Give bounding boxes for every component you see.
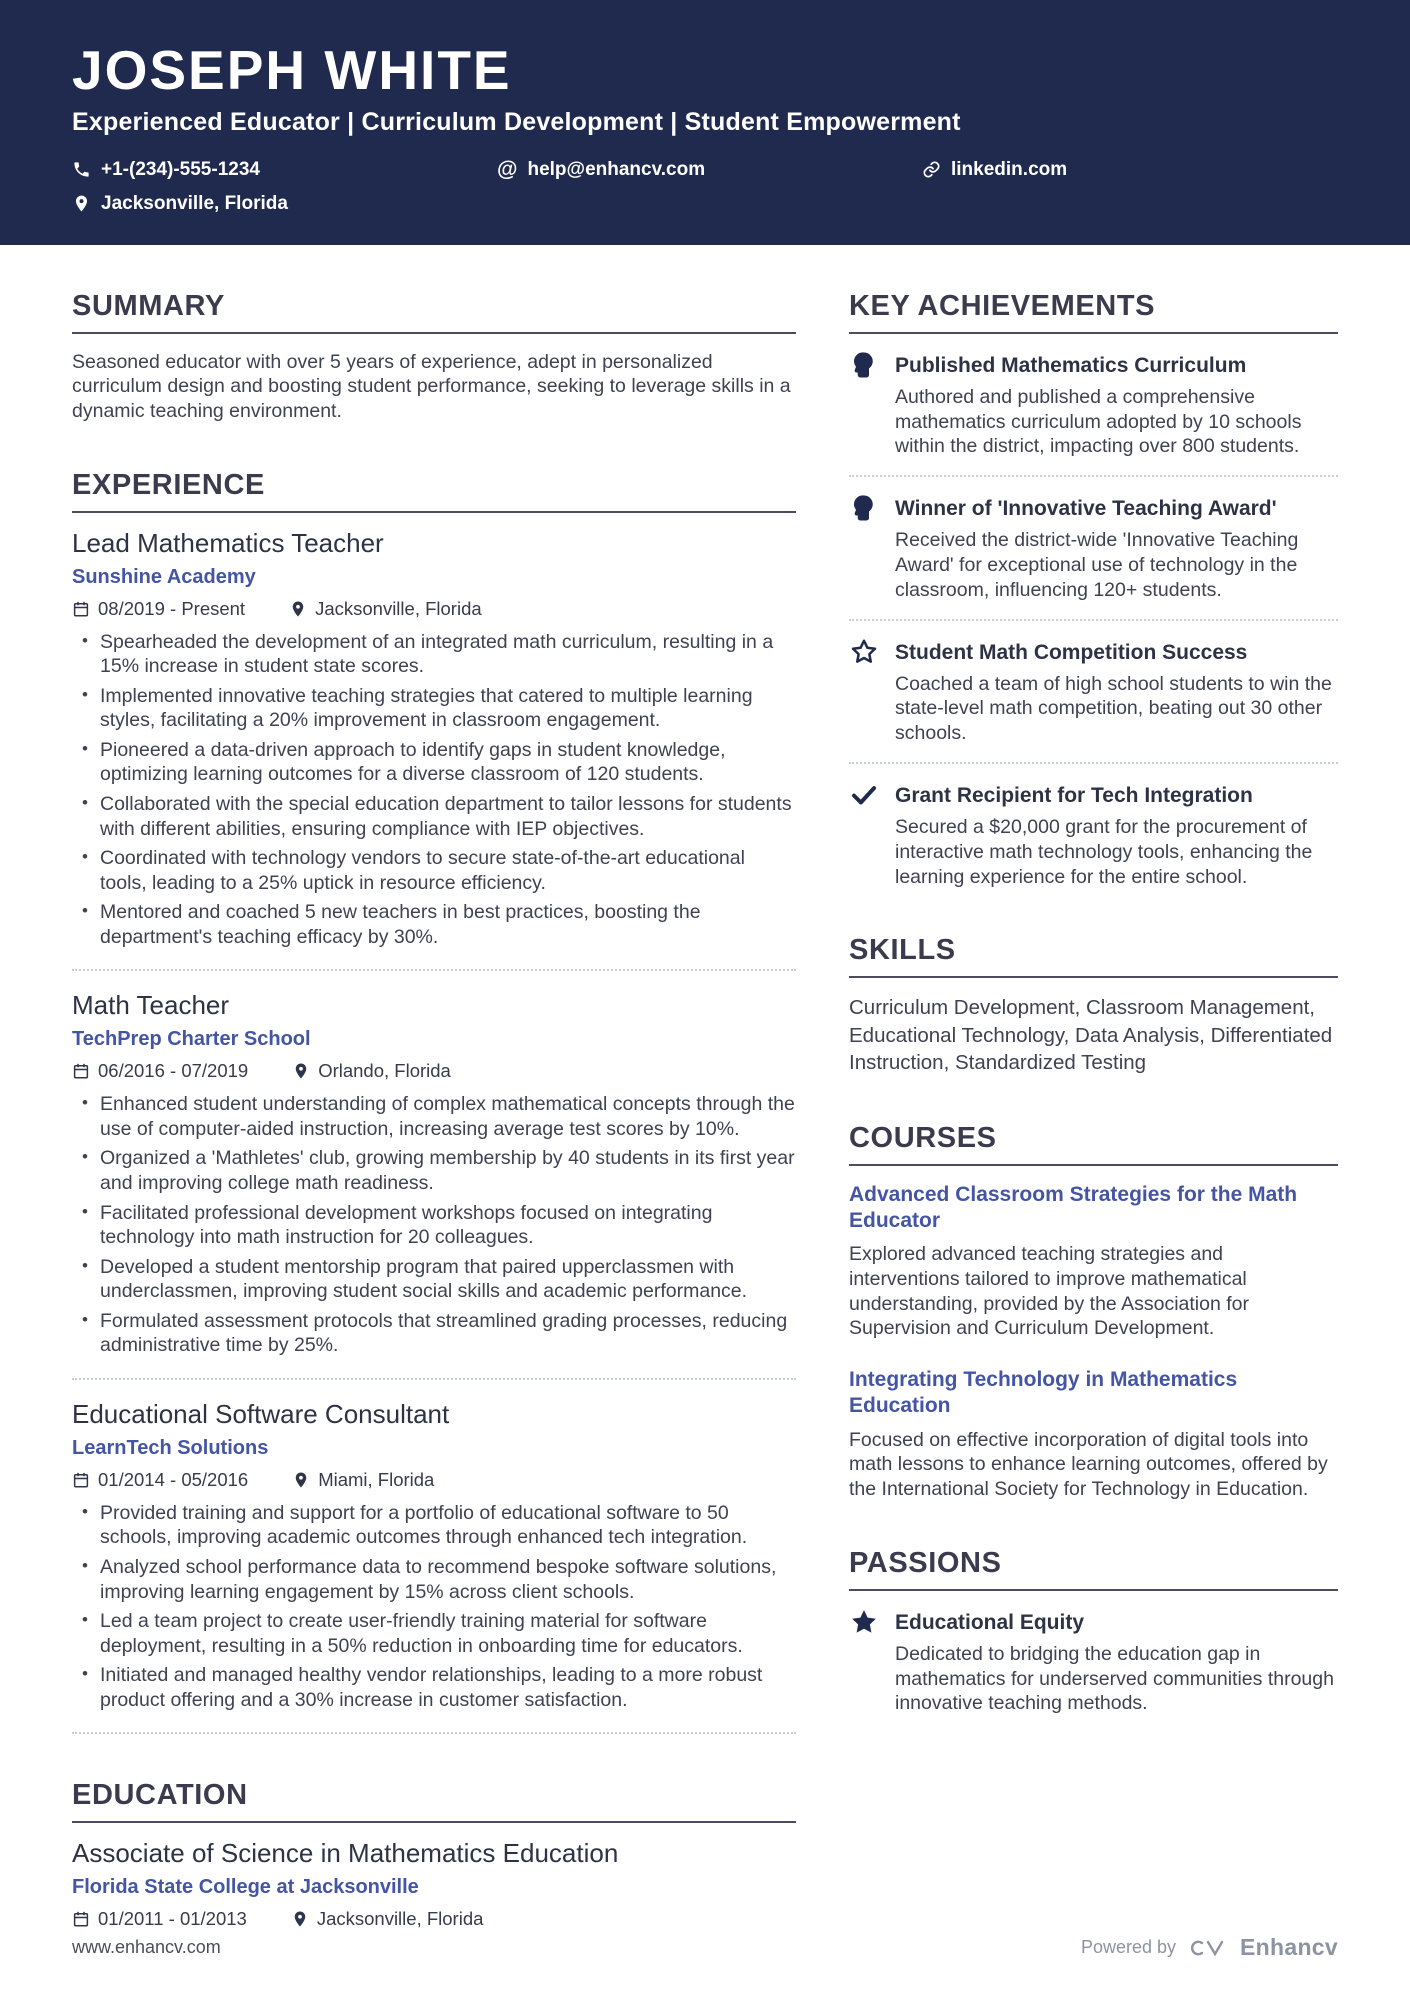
job-bullets bbox=[72, 630, 796, 950]
pin-icon bbox=[292, 1471, 310, 1489]
education-location: Jacksonville, Florida bbox=[291, 1908, 484, 1930]
summary-text: Seasoned educator with over 5 years of experience, adept in personalized curriculum design and boosting student performance, seeking to leverage skills in a dynamic teaching environment. bbox=[72, 350, 791, 423]
job-location: Jacksonville, Florida bbox=[289, 598, 482, 620]
divider bbox=[72, 969, 796, 971]
achievements-section bbox=[849, 291, 1338, 890]
job-dates: 06/2016 - 07/2019 bbox=[72, 1060, 248, 1082]
passion-item bbox=[849, 1607, 1338, 1716]
course-item bbox=[849, 1182, 1338, 1342]
skills-list: Curriculum Development, Classroom Management, Educational Technology, Data Analysis, Differentiated Instruction, Standardized Testing bbox=[849, 996, 1333, 1075]
header bbox=[0, 0, 1410, 245]
job-company: TechPrep Charter School bbox=[72, 1028, 311, 1051]
contact-row bbox=[72, 159, 1338, 215]
job-location: Orlando, Florida bbox=[292, 1060, 451, 1082]
head-icon bbox=[849, 350, 895, 459]
course-title: Advanced Classroom Strategies for the Math Educator bbox=[849, 1182, 1298, 1232]
degree-title: Associate of Science in Mathematics Education bbox=[72, 1838, 619, 1869]
achievement-item bbox=[849, 350, 1338, 459]
achievement-title: Winner of 'Innovative Teaching Award' bbox=[895, 497, 1277, 521]
divider bbox=[849, 619, 1338, 621]
pin-icon bbox=[289, 600, 307, 618]
pin-icon bbox=[291, 1910, 309, 1928]
calendar-icon bbox=[72, 1910, 90, 1928]
calendar-icon bbox=[72, 600, 90, 618]
powered-by bbox=[1081, 1934, 1338, 1961]
brand-name[interactable]: Enhancv bbox=[1240, 1934, 1338, 1960]
bullet-item: • Facilitated professional development workshops focused on integrating technology into math instruction for 20 colleagues. bbox=[82, 1201, 796, 1250]
job-meta bbox=[72, 1060, 796, 1082]
job-company: Sunshine Academy bbox=[72, 565, 256, 588]
courses-heading: COURSES bbox=[849, 1123, 1338, 1166]
achievement-text: Coached a team of high school students to win the state-level math competition, beating out 30 other schools. bbox=[895, 672, 1332, 745]
job-dates: 01/2014 - 05/2016 bbox=[72, 1469, 248, 1491]
achievement-text: Secured a $20,000 grant for the procurement of interactive math technology tools, enhancing the learning experience for the entire school. bbox=[895, 816, 1313, 888]
job-entry bbox=[72, 529, 796, 950]
job-meta bbox=[72, 1469, 796, 1491]
star-filled-icon bbox=[849, 1607, 895, 1716]
job-bullets bbox=[72, 1501, 796, 1713]
website-text: linkedin.com bbox=[951, 158, 1068, 180]
location-text: Jacksonville, Florida bbox=[101, 192, 288, 214]
candidate-name: JOSEPH WHITE bbox=[72, 39, 512, 101]
education-dates: 01/2011 - 01/2013 bbox=[72, 1908, 247, 1930]
achievement-text: Received the district-wide 'Innovative Teaching Award' for exceptional use of technology in the classroom, influencing 120+ students. bbox=[895, 529, 1299, 601]
phone-link[interactable] bbox=[72, 159, 497, 181]
education-meta bbox=[72, 1908, 796, 1930]
star-icon bbox=[849, 637, 895, 746]
achievement-title: Student Math Competition Success bbox=[895, 640, 1248, 664]
link-icon bbox=[922, 160, 941, 179]
location bbox=[72, 193, 497, 215]
email-link[interactable] bbox=[497, 159, 922, 181]
job-entry bbox=[72, 1400, 796, 1712]
phone-text: +1-(234)-555-1234 bbox=[101, 158, 260, 180]
job-company: LearnTech Solutions bbox=[72, 1436, 269, 1459]
bullet-item: • Enhanced student understanding of complex mathematical concepts through the use of computer-aided instruction, increasing average test scores by 10%. bbox=[82, 1092, 796, 1141]
course-item bbox=[849, 1367, 1338, 1502]
passions-heading: PASSIONS bbox=[849, 1548, 1338, 1591]
course-text: Focused on effective incorporation of digital tools into math lessons to enhance learning outcomes, offered by the International Society for Technology in Education. bbox=[849, 1428, 1328, 1501]
divider bbox=[849, 762, 1338, 764]
footer-site-link[interactable]: www.enhancv.com bbox=[72, 1937, 221, 1957]
bullet-item: • Coordinated with technology vendors to secure state-of-the-art educational tools, leading to a 25% uptick in resource efficiency. bbox=[82, 846, 796, 895]
footer bbox=[0, 1934, 1410, 1995]
skills-heading: SKILLS bbox=[849, 935, 1338, 978]
job-bullets bbox=[72, 1092, 796, 1358]
school-name: Florida State College at Jacksonville bbox=[72, 1876, 419, 1899]
phone-icon bbox=[72, 160, 91, 179]
right-column bbox=[849, 291, 1338, 1976]
calendar-icon bbox=[72, 1471, 90, 1489]
bullet-item: • Formulated assessment protocols that streamlined grading processes, reducing administrative time by 25%. bbox=[82, 1309, 796, 1358]
email-text: help@enhancv.com bbox=[527, 158, 706, 180]
check-icon bbox=[849, 780, 895, 889]
bullet-item: • Organized a 'Mathletes' club, growing membership by 40 students in its first year and improving college math readiness. bbox=[82, 1146, 796, 1195]
enhancv-logo[interactable] bbox=[1188, 1937, 1228, 1959]
education-section bbox=[72, 1780, 796, 1930]
tagline: Experienced Educator | Curriculum Development | Student Empowerment bbox=[72, 107, 961, 136]
achievement-item bbox=[849, 637, 1338, 746]
pin-icon bbox=[292, 1062, 310, 1080]
bullet-item: • Analyzed school performance data to recommend bespoke software solutions, improving learning engagement by 15% across client schools. bbox=[82, 1555, 796, 1604]
at-icon: @ bbox=[497, 158, 518, 182]
left-column bbox=[72, 291, 796, 1976]
job-title: Math Teacher bbox=[72, 990, 230, 1021]
main-content bbox=[0, 245, 1410, 1976]
divider bbox=[72, 1378, 796, 1380]
achievement-title: Published Mathematics Curriculum bbox=[895, 353, 1247, 377]
achievement-item bbox=[849, 493, 1338, 602]
achievement-title: Grant Recipient for Tech Integration bbox=[895, 783, 1253, 807]
summary-section bbox=[72, 291, 796, 424]
achievement-text: Authored and published a comprehensive mathematics curriculum adopted by 10 schools within the district, impacting over 800 students. bbox=[895, 385, 1302, 458]
summary-heading: SUMMARY bbox=[72, 291, 796, 334]
head-icon bbox=[849, 493, 895, 602]
course-title: Integrating Technology in Mathematics Education bbox=[849, 1368, 1238, 1418]
bullet-item: • Mentored and coached 5 new teachers in best practices, boosting the department's teaching efficacy by 30%. bbox=[82, 900, 796, 949]
passions-section bbox=[849, 1548, 1338, 1716]
job-dates: 08/2019 - Present bbox=[72, 598, 245, 620]
bullet-item: • Led a team project to create user-friendly training material for software deployment, resulting in a 50% reduction in onboarding time for educators. bbox=[82, 1609, 796, 1658]
course-text: Explored advanced teaching strategies and interventions tailored to improve mathematical understanding, provided by the Association for Supervision and Curriculum Development. bbox=[849, 1243, 1250, 1340]
powered-by-text: Powered by bbox=[1080, 1937, 1177, 1957]
calendar-icon bbox=[72, 1062, 90, 1080]
experience-heading: EXPERIENCE bbox=[72, 470, 796, 513]
pin-icon bbox=[72, 194, 91, 213]
achievement-item bbox=[849, 780, 1338, 889]
courses-section bbox=[849, 1123, 1338, 1502]
passion-text: Dedicated to bridging the education gap in mathematics for underserved communities through innovative teaching methods. bbox=[895, 1642, 1334, 1715]
job-location: Miami, Florida bbox=[292, 1469, 434, 1491]
job-meta bbox=[72, 598, 796, 620]
bullet-item: • Initiated and managed healthy vendor relationships, leading to a more robust product offering and a 30% increase in customer satisfaction. bbox=[82, 1663, 796, 1712]
education-heading: EDUCATION bbox=[72, 1780, 796, 1823]
divider bbox=[849, 475, 1338, 477]
passion-title: Educational Equity bbox=[895, 1610, 1085, 1634]
job-title: Lead Mathematics Teacher bbox=[72, 527, 384, 558]
job-title: Educational Software Consultant bbox=[72, 1398, 450, 1429]
achievements-heading: KEY ACHIEVEMENTS bbox=[849, 291, 1338, 334]
skills-section bbox=[849, 935, 1338, 1076]
experience-section bbox=[72, 470, 796, 1734]
website-link[interactable] bbox=[922, 159, 1338, 181]
bullet-item: • Collaborated with the special education department to tailor lessons for students with different abilities, ensuring compliance with IEP objectives. bbox=[82, 792, 796, 841]
bullet-item: • Spearheaded the development of an integrated math curriculum, resulting in a 15% increase in student state scores. bbox=[82, 630, 796, 679]
bullet-item: • Developed a student mentorship program that paired upperclassmen with underclassmen, improving student social skills and academic performance. bbox=[82, 1255, 796, 1304]
bullet-item: • Provided training and support for a portfolio of educational software to 50 schools, improving academic outcomes through enhanced tech integration. bbox=[82, 1501, 796, 1550]
bullet-item: • Pioneered a data-driven approach to identify gaps in student knowledge, optimizing learning outcomes for a diverse classroom of 120 students. bbox=[82, 738, 796, 787]
divider bbox=[72, 1732, 796, 1734]
job-entry bbox=[72, 991, 796, 1358]
bullet-item: • Implemented innovative teaching strategies that catered to multiple learning styles, facilitating a 20% improvement in classroom engagement. bbox=[82, 684, 796, 733]
